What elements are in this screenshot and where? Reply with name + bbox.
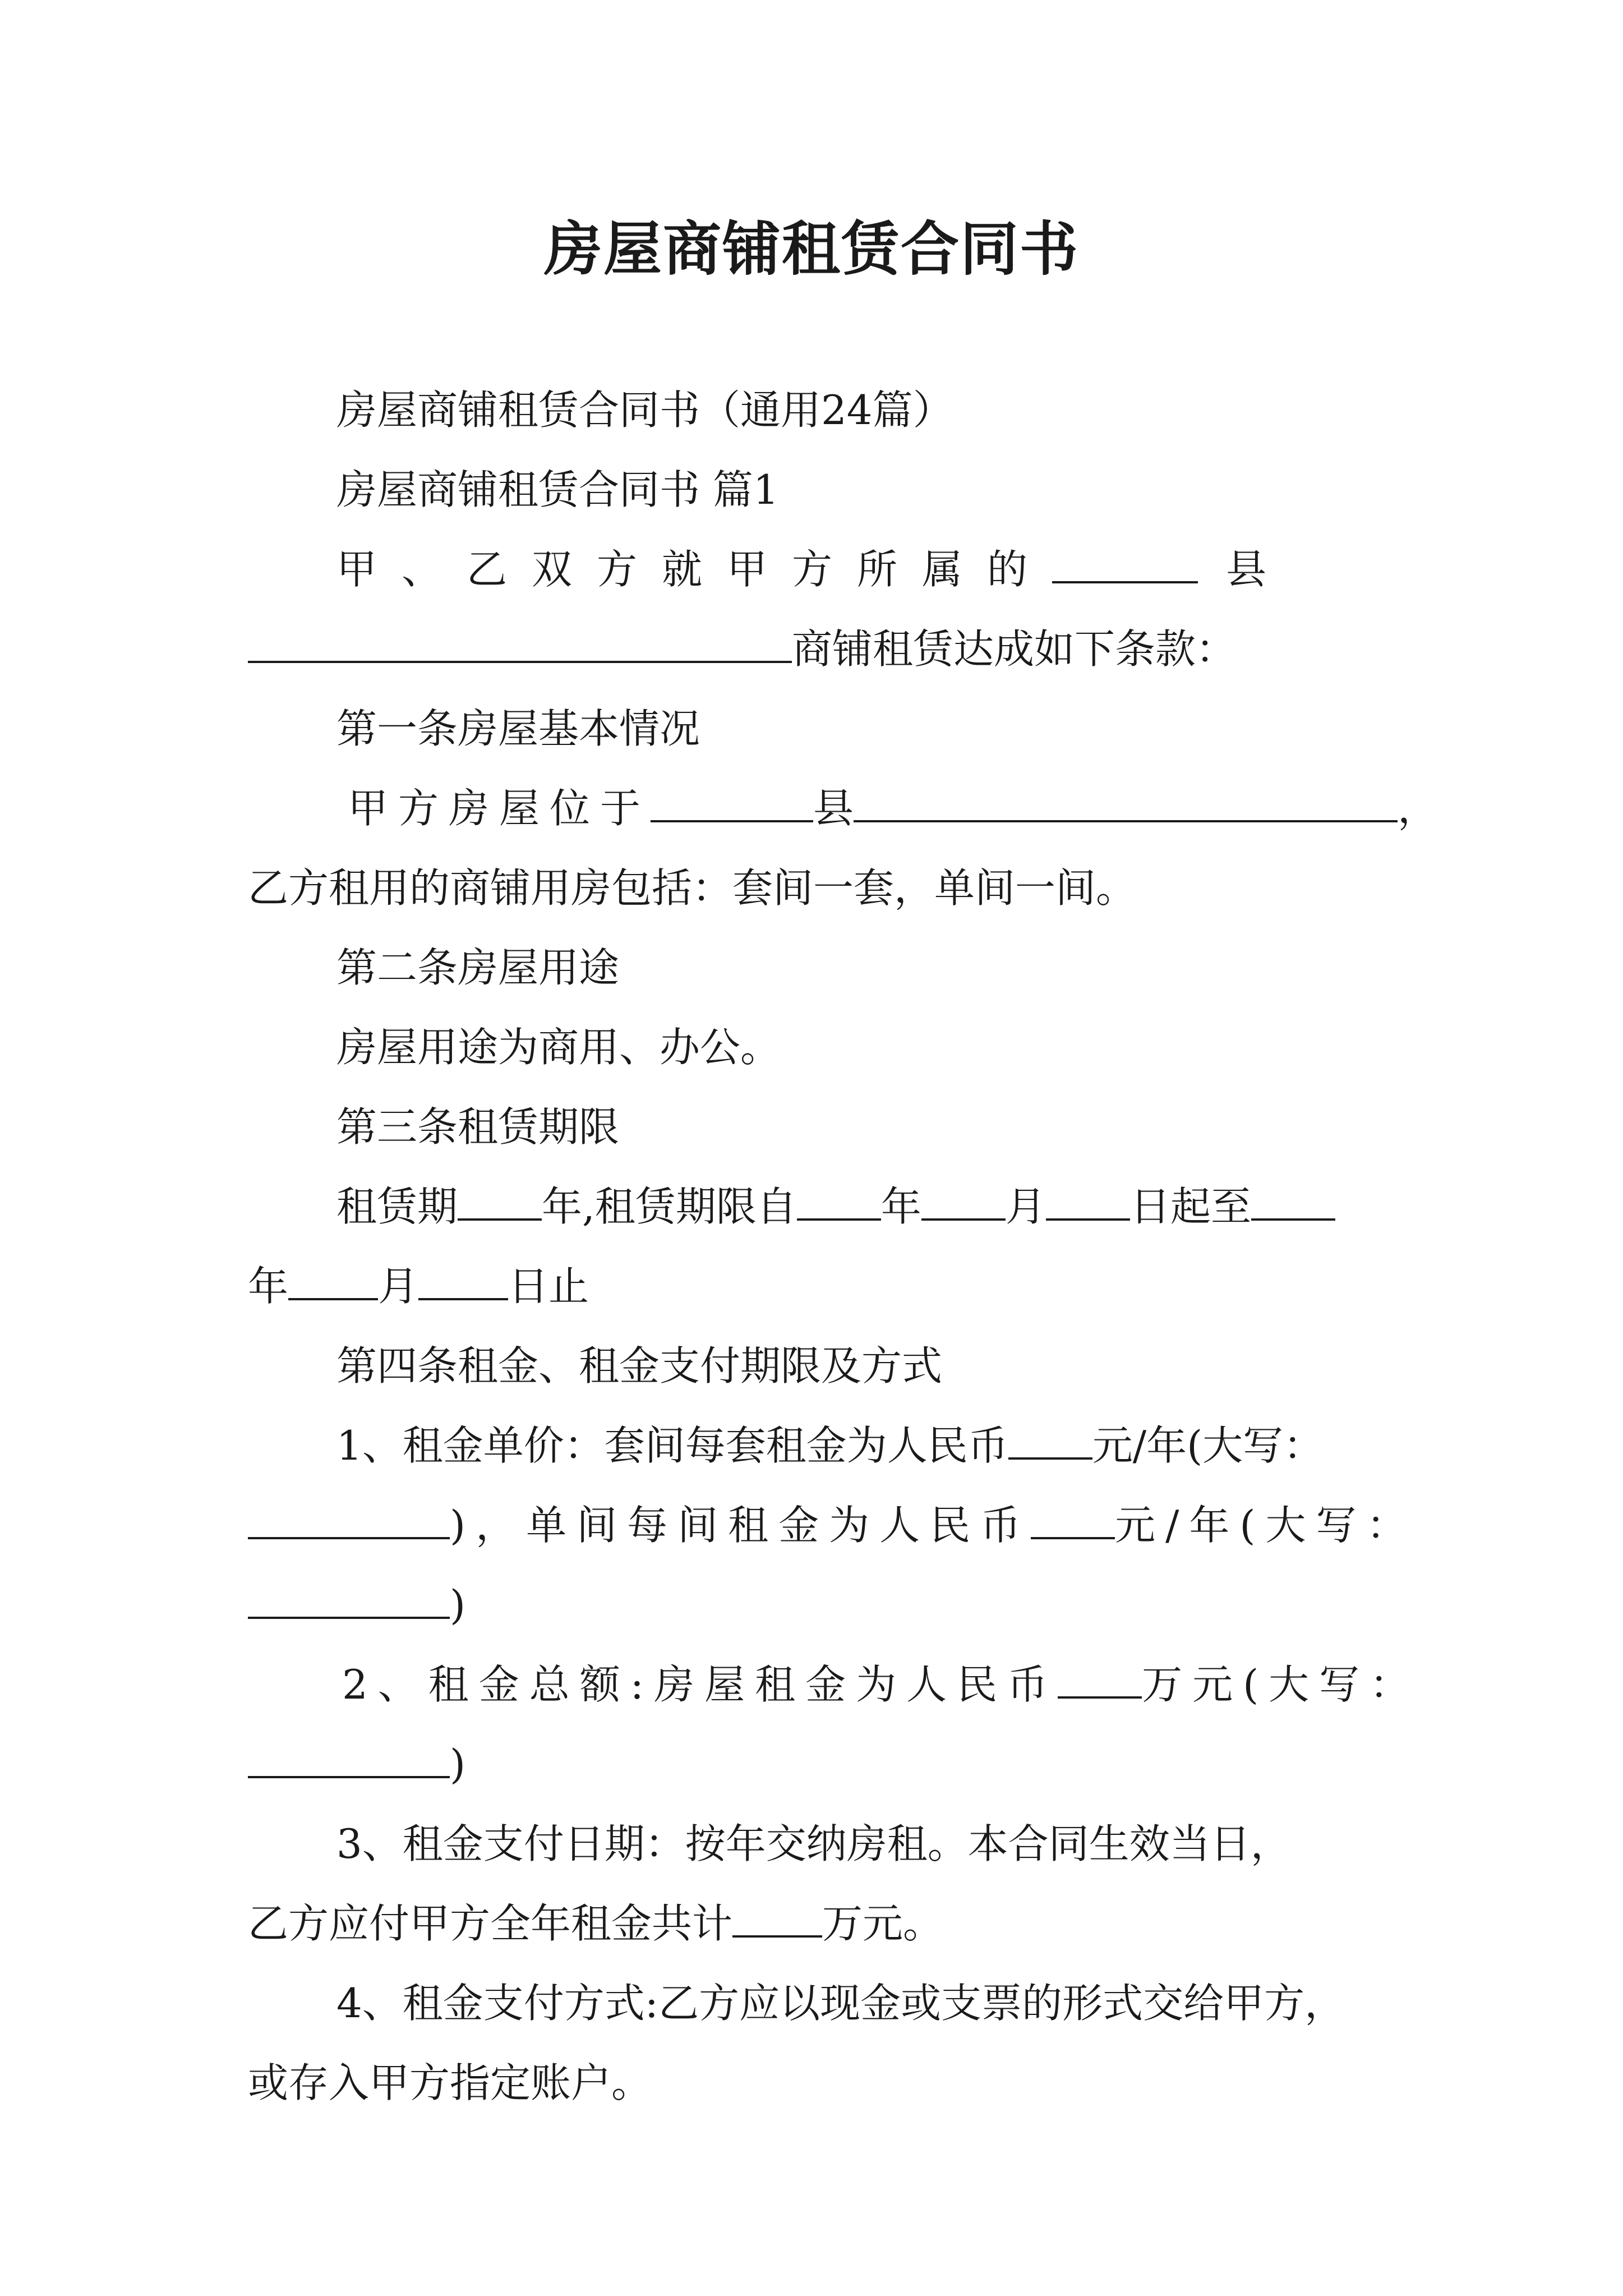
blank-field [651, 788, 813, 822]
blank-field [248, 1743, 450, 1778]
text-span: 日止 [508, 1263, 589, 1310]
article-1-location [248, 769, 1438, 848]
blank-field [418, 1266, 508, 1300]
document-body [248, 370, 1438, 2123]
article-4-heading: 第四条租金、租金支付期限及方式 [336, 1342, 943, 1389]
article-1-content: 乙方租用的商铺用房包括：套间一套，单间一间。 [248, 864, 1137, 912]
text-span: 2、租金总额:房屋租金为人民币 [342, 1661, 1058, 1708]
blank-field [288, 1266, 378, 1300]
paragraph-intro-cont [248, 609, 1386, 689]
article-3-term [248, 1167, 1386, 1246]
blank-field [1008, 1425, 1092, 1460]
text-span: 日起至 [1129, 1183, 1251, 1230]
text-span: 年 [880, 1183, 921, 1230]
blank-field [732, 1903, 822, 1938]
article-4-item-3-cont [248, 1884, 1386, 1963]
article-4-item-1-end [248, 1565, 1386, 1645]
text-span: 万元(大写： [1142, 1661, 1421, 1708]
blank-field [854, 788, 1398, 822]
blank-field [248, 1584, 450, 1619]
text-span: ) [450, 1741, 466, 1788]
text-span: 商铺租赁达成如下条款： [792, 625, 1237, 673]
text-span: ， [1398, 785, 1438, 832]
article-4-item-2 [248, 1645, 1421, 1724]
subtitle-line: 房屋商铺租赁合同书（通用24篇） [336, 386, 953, 434]
text-span: )，单间每间租金为人民币 [450, 1502, 1031, 1549]
article-3-term-cont [248, 1246, 1386, 1326]
text-span: 租赁期 [336, 1183, 458, 1230]
section-heading-1: 房屋商铺租赁合同书 篇1 [336, 466, 779, 513]
article-4-item-1 [248, 1406, 1386, 1485]
blank-field [1052, 549, 1198, 583]
blank-field [248, 628, 792, 663]
article-1-heading: 第一条房屋基本情况 [336, 705, 700, 752]
text-span: 月 [378, 1263, 419, 1310]
article-4-item-4: 4、租金支付方式:乙方应以现金或支票的形式交给甲方， [336, 1980, 1345, 2027]
blank-field [797, 1186, 881, 1221]
document-title: 房屋商铺租赁合同书 [543, 214, 1079, 283]
article-2-heading: 第二条房屋用途 [336, 944, 620, 991]
article-3-heading: 第三条租赁期限 [336, 1103, 620, 1151]
blank-field [1251, 1186, 1335, 1221]
article-4-item-4-cont: 或存入甲方指定账户。 [248, 2059, 652, 2106]
text-span: 甲、乙双方就甲方所属的 [336, 546, 1053, 593]
blank-field [1031, 1504, 1115, 1539]
article-4-item-1-cont [248, 1485, 1417, 1565]
text-span: 县 [1226, 546, 1267, 593]
text-span: 元/年(大写： [1115, 1502, 1417, 1549]
text-span: 元/年(大写： [1092, 1422, 1324, 1469]
text-span: 甲方房屋位于 [348, 785, 651, 832]
text-span: 年,租赁期限自 [542, 1183, 797, 1230]
article-4-item-2-end [248, 1724, 1386, 1804]
blank-field [1058, 1664, 1142, 1699]
text-span: 年 [248, 1263, 289, 1310]
text-span: 县 [813, 785, 854, 832]
text-span: 万元。 [822, 1900, 944, 1947]
text-span: 月 [1005, 1183, 1046, 1230]
article-2-content: 房屋用途为商用、办公。 [336, 1024, 781, 1071]
text-span: 乙方应付甲方全年租金共计 [248, 1900, 733, 1947]
blank-field [1046, 1186, 1130, 1221]
article-4-item-3: 3、租金支付日期：按年交纳房租。本合同生效当日， [336, 1820, 1291, 1867]
blank-field [458, 1186, 542, 1221]
blank-field [921, 1186, 1006, 1221]
text-span: ) [450, 1581, 466, 1628]
blank-field [248, 1504, 450, 1539]
text-span: 1、租金单价：套间每套租金为人民币 [336, 1422, 1008, 1469]
paragraph-intro [248, 530, 1386, 609]
